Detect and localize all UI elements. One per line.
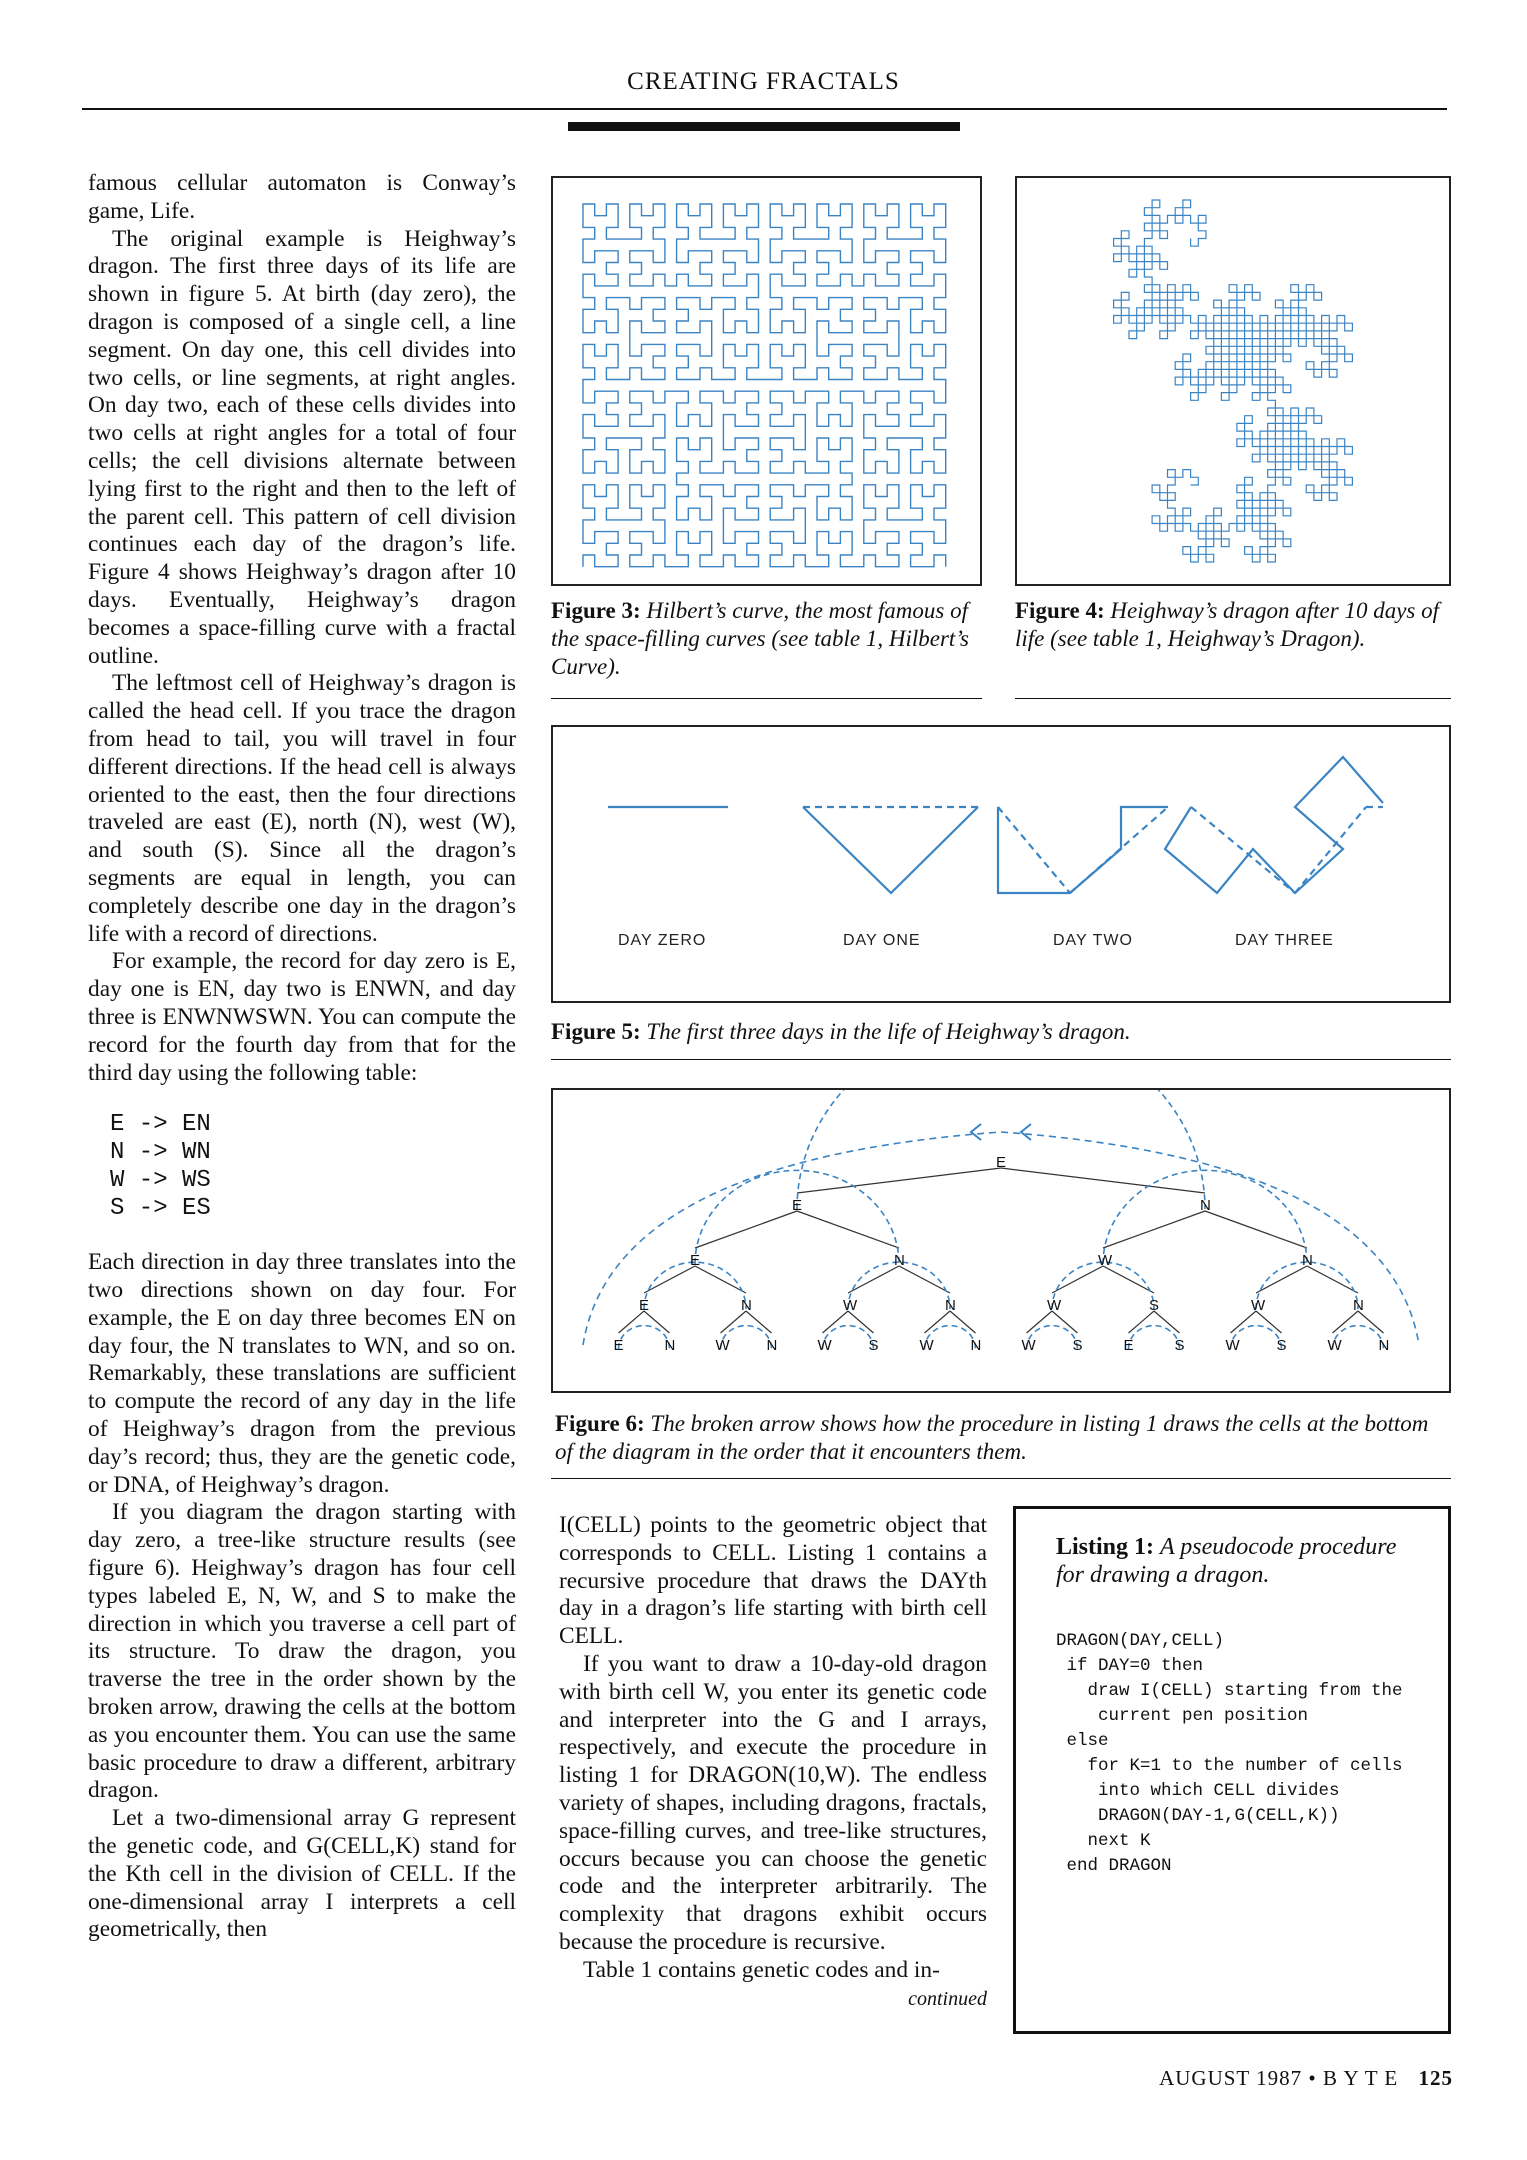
tree-branch: [644, 1311, 670, 1333]
traversal-arc: [1256, 1262, 1358, 1309]
listing-1-label: Listing 1:: [1056, 1534, 1155, 1560]
figure-4-rule: [1015, 698, 1451, 699]
tree-node-label: W: [1098, 1252, 1113, 1269]
tree-branch: [1358, 1311, 1384, 1333]
tree-branch: [925, 1311, 951, 1333]
tree-node-label: W: [843, 1297, 858, 1314]
left-paragraph: For example, the record for day zero is E, day one is EN, day two is ENWN, and day three is ENWNWSWN. You can compute the record for the fourth day from that for the third day using the following table:: [88, 948, 516, 1086]
tree-branch: [1154, 1311, 1180, 1333]
tree-node-label: N: [970, 1337, 982, 1354]
tree-branch: [695, 1211, 797, 1248]
traversal-arc: [1129, 1326, 1180, 1349]
continued-note: [559, 1985, 987, 2014]
figure-6-rule: [551, 1478, 1451, 1479]
tree-node-label: N: [894, 1252, 905, 1269]
traversal-arc: [644, 1262, 746, 1309]
table-line: E -> EN: [110, 1111, 211, 1139]
figure-4-label: Figure 4:: [1015, 598, 1105, 623]
day-two-label: DAY TWO: [1053, 932, 1133, 949]
tree-branch: [1027, 1311, 1053, 1333]
left-paragraph: If you diagram the dragon starting with day zero, a tree-like structure results (see figure 6). Heighway’s dragon has four cell types labeled E, N, W, and S to make the direction in which you traverse a cell part of its structure. To draw the dragon, you traverse the tree in the order shown by the broken arrow, drawing the cells at the bottom as you encounter them. You can use the same basic procedure to draw a different, arbitrary dragon.: [88, 1499, 516, 1804]
tree-node-label: S: [1072, 1337, 1083, 1354]
tree-branch: [1129, 1311, 1155, 1333]
middle-paragraph: If you want to draw a 10-day-old dragon with birth cell W, you enter its genetic code and interpreter into the G and I arrays, respectively, and execute the procedure in listing 1 for DRAGON(10,W). The endless variety of shapes, including dragons, fractals, space-filling curves, and tree-like structures, occurs because you can choose the genetic code and the interpreter arbitrarily. The complexity that dragons exhibit occurs because the procedure is recursive.: [559, 1650, 987, 1955]
genetic-tree-graphic: [553, 1090, 1449, 1391]
tree-node-label: N: [1378, 1337, 1390, 1354]
figure-6-text: The broken arrow shows how the procedure in listing 1 draws the cells at the bottom of the diagram in the order that it encounters them.: [555, 1411, 1429, 1464]
tree-branch: [797, 1211, 899, 1248]
tree-node-label: S: [1276, 1337, 1287, 1354]
left-paragraph: The leftmost cell of Heighway’s dragon is called the head cell. If you trace the dragon from head to tail, you will travel in four different directions. If the head cell is always oriented to the east, then the four directions traveled are east (E), north (N), west (W), and south (S). Since all the dragon’s segments are equal in length, you can completely describe one day in the dragon’s life with a record of directions.: [88, 670, 516, 947]
figure-3-box: [551, 176, 982, 586]
day-three-label: DAY THREE: [1235, 932, 1334, 949]
tree-node-label: N: [1353, 1297, 1364, 1314]
figure-4-box: [1015, 176, 1451, 586]
tree-branch: [746, 1311, 772, 1333]
middle-paragraph: Table 1 contains genetic codes and in-: [583, 1956, 940, 1983]
table-line: S -> ES: [110, 1195, 211, 1223]
dragon-days-graphic: [553, 727, 1449, 1001]
figure-5-box: [551, 725, 1451, 1003]
day-one-segments: [803, 807, 978, 893]
figure-5-label: Figure 5:: [551, 1019, 641, 1044]
tree-node-label: E: [613, 1337, 624, 1354]
arrowhead-left-icon: [971, 1124, 981, 1140]
day-three-dashed: [1295, 807, 1366, 893]
traversal-arc: [1052, 1262, 1154, 1309]
tree-branch: [1001, 1168, 1205, 1193]
tree-branch: [797, 1168, 1001, 1193]
table-line: N -> WN: [110, 1139, 211, 1167]
header-bar: [568, 122, 960, 131]
tree-node-label: E: [996, 1154, 1007, 1171]
tree-branch: [1333, 1311, 1359, 1333]
tree-branch: [644, 1266, 695, 1293]
tree-branch: [848, 1266, 899, 1293]
dragon-path: [1114, 200, 1353, 562]
tree-node-label: E: [1123, 1337, 1134, 1354]
tree-node-label: N: [766, 1337, 778, 1354]
figure-4-text: Heighway’s dragon after 10 days of life (see table 1, Heighway’s Dragon).: [1015, 598, 1439, 651]
figure-5-rule: [551, 1059, 1451, 1060]
tree-branch: [1256, 1311, 1282, 1333]
day-three-dashed: [1191, 807, 1295, 893]
left-paragraph: The original example is Heighway’s dragon. The first three days of its life are shown in figure 5. At birth (day zero), the dragon is composed of a single cell, a line segment. On day one, this cell divides into two cells, or line segments, at right angles. On day two, each of these cells divides into two cells at right angles for a total of four cells; the cell divisions alternate between lying first to the right and then to the left of the parent cell. This pattern of cell division continues each day of the dragon’s life. Figure 4 shows Heighway’s dragon after 10 days. Eventually, Heighway’s dragon becomes a space-filling curve with a fractal outline.: [88, 225, 516, 669]
tree-node-label: W: [1327, 1337, 1342, 1354]
tree-branch: [619, 1311, 645, 1333]
tree-node-label: W: [817, 1337, 832, 1354]
page-number: 125: [1418, 2066, 1453, 2090]
tree-node-label: S: [1174, 1337, 1185, 1354]
listing-1-box: [1013, 1506, 1451, 2034]
figure-6-caption: [555, 1410, 1451, 1466]
day-two-dashed: [998, 807, 1070, 893]
tree-node-label: W: [919, 1337, 934, 1354]
header-rule: [82, 108, 1447, 110]
tree-node-label: E: [792, 1197, 803, 1214]
page-footer: [1159, 2066, 1453, 2091]
day-zero-label: DAY ZERO: [618, 932, 707, 949]
tree-node-label: W: [1251, 1297, 1266, 1314]
tree-node-label: S: [1149, 1297, 1160, 1314]
table-line: W -> WS: [110, 1167, 211, 1195]
running-head: CREATING FRACTALS: [627, 68, 900, 95]
figure-6-box: [551, 1088, 1451, 1393]
tree-node-label: S: [868, 1337, 879, 1354]
middle-paragraph: I(CELL) points to the geometric object that corresponds to CELL. Listing 1 contains a recursive procedure that draws the DAYth day in a dragon’s life starting with birth cell CELL.: [559, 1512, 987, 1650]
tree-branch: [899, 1266, 950, 1293]
arrowhead-right-icon: [1021, 1124, 1031, 1140]
listing-1-code: DRAGON(DAY,CELL) if DAY=0 then draw I(CELL) starting from the current pen position else for K=1 to the number of cells into which CELL divides DRAGON(DAY-1,G(CELL,K)) next K end DRAGON: [1056, 1631, 1403, 1876]
continued-text: continued: [908, 1987, 987, 2010]
tree-node-label: W: [1021, 1337, 1036, 1354]
hilbert-path: [583, 204, 946, 567]
heighway-dragon-graphic: [1017, 178, 1449, 584]
tree-branch: [721, 1311, 747, 1333]
tree-branch: [1103, 1266, 1154, 1293]
tree-node-label: E: [639, 1297, 650, 1314]
day-one-label: DAY ONE: [843, 932, 921, 949]
middle-column: [559, 1512, 987, 2013]
hilbert-curve-graphic: [553, 178, 980, 584]
traversal-arc: [619, 1326, 670, 1349]
tree-node-label: N: [1200, 1197, 1211, 1214]
tree-branch: [848, 1311, 874, 1333]
figure-4-caption: [1015, 597, 1451, 653]
figure-5-text: The first three days in the life of Heighway’s dragon.: [646, 1019, 1131, 1044]
tree-node-label: N: [664, 1337, 676, 1354]
tree-branch: [823, 1311, 849, 1333]
left-paragraph: famous cellular automaton is Conway’s game, Life.: [88, 170, 516, 224]
translation-table: [110, 1111, 516, 1223]
listing-1-title: [1056, 1533, 1428, 1589]
tree-branch: [1231, 1311, 1257, 1333]
listing-1-caption: A pseudocode procedure for drawing a dragon.: [1056, 1534, 1397, 1588]
tree-branch: [695, 1266, 746, 1293]
traversal-arc: [848, 1262, 950, 1309]
tree-branch: [1307, 1266, 1358, 1293]
figure-5-caption: [551, 1018, 1451, 1046]
tree-node-label: N: [741, 1297, 752, 1314]
tree-branch: [950, 1311, 976, 1333]
tree-node-label: W: [1047, 1297, 1062, 1314]
figure-3-caption: [551, 597, 982, 681]
figure-3-text: Hilbert’s curve, the most famous of the space-filling curves (see table 1, Hilbert’s Curve).: [551, 598, 969, 679]
left-column: [88, 170, 516, 1944]
tree-branch: [1052, 1266, 1103, 1293]
left-paragraph: Each direction in day three translates into the two directions shown on day four. For example, the E on day three becomes EN on day four, the N translates to WN, and so on. Remarkably, these translations are sufficient to compute the record of any day in the life of Heighway’s dragon from the previous day’s record; thus, they are the genetic code, or DNA, of Heighway’s dragon.: [88, 1249, 516, 1498]
tree-node-label: W: [715, 1337, 730, 1354]
left-paragraph: Let a two-dimensional array G represent the genetic code, and G(CELL,K) stand for the Kth cell in the division of CELL. If the one-dimensional array I interprets a cell geometrically, then: [88, 1805, 516, 1943]
tree-node-label: E: [690, 1252, 701, 1269]
figure-3-rule: [551, 698, 982, 699]
tree-node-label: W: [1225, 1337, 1240, 1354]
tree-branch: [1256, 1266, 1307, 1293]
day-two-segments: [998, 807, 1168, 893]
figure-3-label: Figure 3:: [551, 598, 641, 623]
tree-branch: [1205, 1211, 1307, 1248]
tree-node-label: N: [945, 1297, 956, 1314]
figure-6-label: Figure 6:: [555, 1411, 645, 1436]
tree-branch: [1052, 1311, 1078, 1333]
tree-branch: [1103, 1211, 1205, 1248]
issue-text: AUGUST 1987 • B Y T E: [1159, 2066, 1399, 2090]
tree-node-label: N: [1302, 1252, 1313, 1269]
